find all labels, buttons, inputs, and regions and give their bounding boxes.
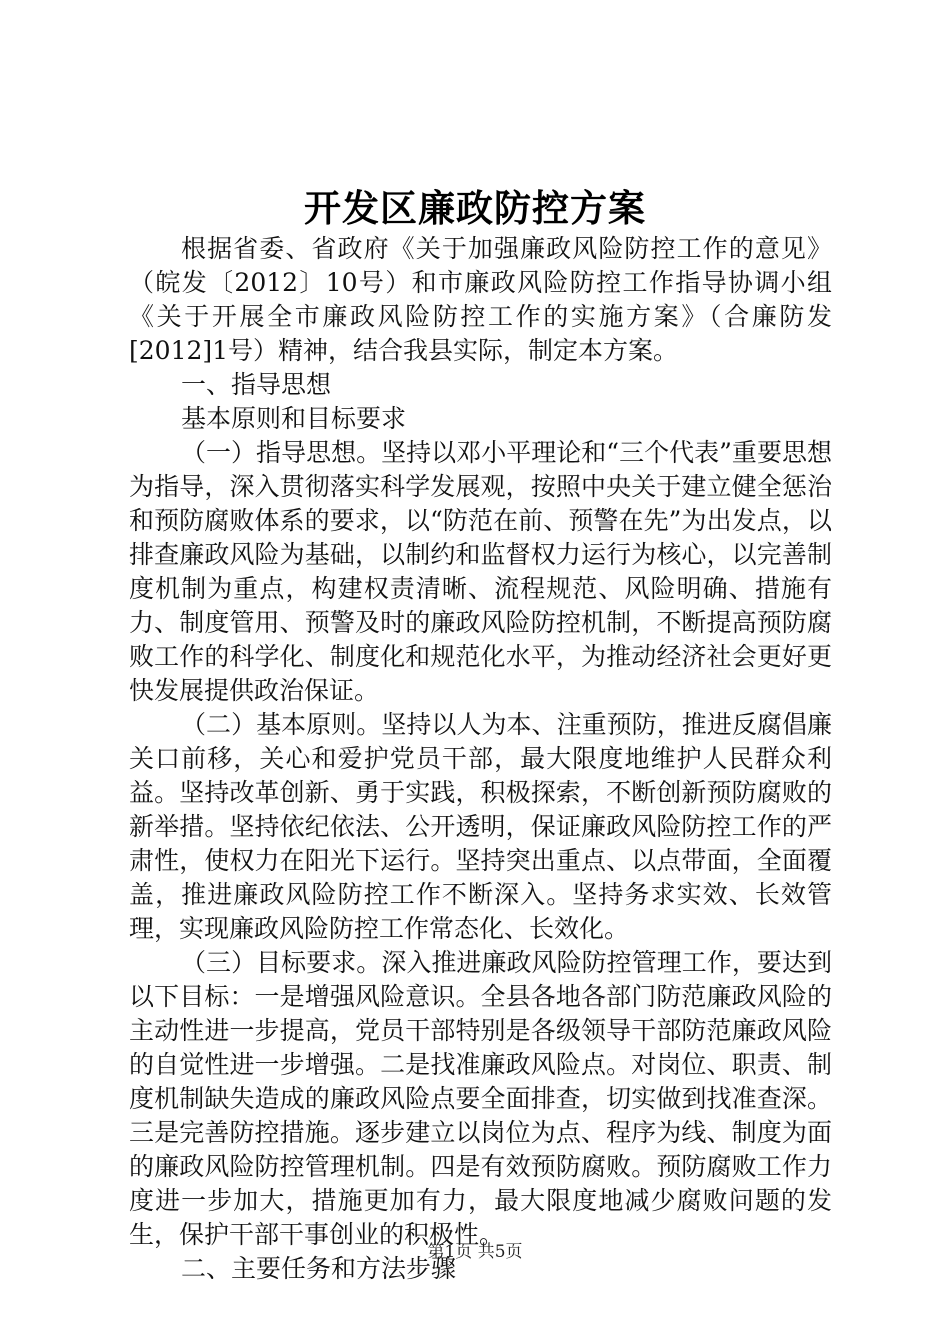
document-body: [129, 232, 832, 1286]
section-heading-2: 二、主要任务和方法步骤: [181, 1254, 457, 1283]
page-number-footer: 第1页 共5页: [427, 1242, 523, 1262]
paragraph-guiding-thought: （一）指导思想。坚持以邓小平理论和“三个代表”重要思想为指导，深入贯彻落实科学发展观，按照中央关于建立健全惩治和预防腐败体系的要求，以“防范在前、预警在先”为出发点，以排查廉政风险为基础，以制约和监督权力运行为核心，以完善制度机制为重点，构建权责清晰、流程规范、风险明确、措施有力、制度管用、预警及时的廉政风险防控机制，不断提高预防腐败工作的科学化、制度化和规范化水平，为推动经济社会更好更快发展提供政治保证。: [129, 438, 832, 705]
section-subheading: 基本原则和目标要求: [181, 404, 407, 433]
paragraph-basic-principles: （二）基本原则。坚持以人为本、注重预防，推进反腐倡廉关口前移，关心和爱护党员干部，最大限度地维护人民群众利益。坚持改革创新、勇于实践，积极探索，不断创新预防腐败的新举措。坚持依纪依法、公开透明，保证廉政风险防控工作的严肃性，使权力在阳光下运行。坚持突出重点、以点带面，全面覆盖，推进廉政风险防控工作不断深入。坚持务求实效、长效管理，实现廉政风险防控工作常态化、长效化。: [129, 710, 832, 943]
section-heading-1: 一、指导思想: [181, 370, 332, 399]
paragraph-goals: （三）目标要求。深入推进廉政风险防控管理工作，要达到以下目标：一是增强风险意识。全县各地各部门防范廉政风险的主动性进一步提高，党员干部特别是各级领导干部防范廉政风险的自觉性进一步增强。二是找准廉政风险点。对岗位、职责、制度机制缺失造成的廉政风险点要全面排查，切实做到找准查深。三是完善防控措施。逐步建立以岗位为点、程序为线、制度为面的廉政风险防控管理机制。四是有效预防腐败。预防腐败工作力度进一步加大，措施更加有力，最大限度地减少腐败问题的发生，保护干部干事创业的积极性。: [129, 948, 832, 1249]
document-title: 开发区廉政防控方案: [304, 186, 646, 230]
paragraph-intro: 根据省委、省政府《关于加强廉政风险防控工作的意见》（皖发〔2012〕10号）和市廉政风险防控工作指导协调小组《关于开展全市廉政风险防控工作的实施方案》（合廉防发[2012]1号）精神，结合我县实际，制定本方案。: [129, 234, 832, 365]
